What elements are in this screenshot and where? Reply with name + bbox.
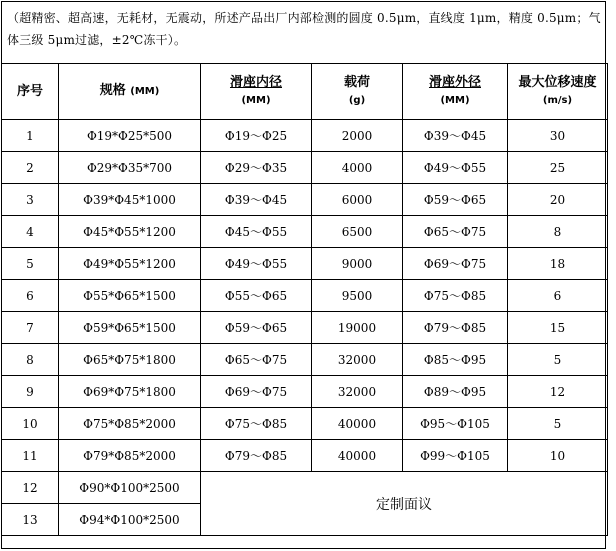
cell-load: 32000 <box>312 376 403 408</box>
cell-speed: 25 <box>508 152 608 184</box>
cell-spec: Φ49*Φ55*1200 <box>59 248 201 280</box>
cell-outer: Φ59～Φ65 <box>403 184 508 216</box>
cell-load: 9500 <box>312 280 403 312</box>
header-seq: 序号 <box>2 64 59 120</box>
cell-seq: 12 <box>2 472 59 504</box>
cell-inner: Φ19～Φ25 <box>201 120 312 152</box>
cell-speed: 8 <box>508 216 608 248</box>
header-outer-diameter: 滑座外径 (MM) <box>403 64 508 120</box>
cell-outer: Φ99～Φ105 <box>403 440 508 472</box>
cell-speed: 5 <box>508 344 608 376</box>
cell-seq: 11 <box>2 440 59 472</box>
cell-speed: 20 <box>508 184 608 216</box>
cell-seq: 6 <box>2 280 59 312</box>
cell-speed: 15 <box>508 312 608 344</box>
cell-inner: Φ79～Φ85 <box>201 440 312 472</box>
cell-inner: Φ55～Φ65 <box>201 280 312 312</box>
table-row <box>2 280 608 312</box>
table-row <box>2 376 608 408</box>
table-row <box>2 152 608 184</box>
table-row <box>2 440 608 472</box>
cell-inner: Φ45～Φ55 <box>201 216 312 248</box>
cell-outer: Φ39～Φ45 <box>403 120 508 152</box>
cell-load: 6000 <box>312 184 403 216</box>
cell-spec: Φ39*Φ45*1000 <box>59 184 201 216</box>
cell-spec: Φ29*Φ35*700 <box>59 152 201 184</box>
cell-load: 2000 <box>312 120 403 152</box>
cell-speed: 6 <box>508 280 608 312</box>
cell-speed: 5 <box>508 408 608 440</box>
cell-seq: 2 <box>2 152 59 184</box>
cell-inner: Φ65～Φ75 <box>201 344 312 376</box>
cell-seq: 1 <box>2 120 59 152</box>
header-load: 载荷 (g) <box>312 64 403 120</box>
cell-outer: Φ79～Φ85 <box>403 312 508 344</box>
cell-inner: Φ75～Φ85 <box>201 408 312 440</box>
table-row <box>2 120 608 152</box>
cell-seq: 13 <box>2 504 59 536</box>
cell-speed: 10 <box>508 440 608 472</box>
cell-seq: 4 <box>2 216 59 248</box>
cell-outer: Φ49～Φ55 <box>403 152 508 184</box>
cell-outer: Φ85～Φ95 <box>403 344 508 376</box>
table-row <box>2 312 608 344</box>
table-row <box>2 408 608 440</box>
cell-load: 40000 <box>312 408 403 440</box>
spec-note: （超精密、超高速，无耗材，无震动，所述产品出厂内部检测的圆度 0.5μm，直线度 1μm，精度 0.5μm；气体三级 5μm过滤，±2℃冻干）。 <box>7 11 601 47</box>
cell-spec: Φ45*Φ55*1200 <box>59 216 201 248</box>
cell-load: 9000 <box>312 248 403 280</box>
table-row <box>2 344 608 376</box>
table-row <box>2 472 608 504</box>
header-spec: 规格 (MM) <box>59 64 201 120</box>
cell-inner: Φ29～Φ35 <box>201 152 312 184</box>
cell-seq: 3 <box>2 184 59 216</box>
cell-speed: 30 <box>508 120 608 152</box>
header-max-speed: 最大位移速度 (m/s) <box>508 64 608 120</box>
custom-quote-cell: 定制面议 <box>201 472 608 536</box>
cell-load: 6500 <box>312 216 403 248</box>
cell-load: 40000 <box>312 440 403 472</box>
cell-speed: 18 <box>508 248 608 280</box>
cell-speed: 12 <box>508 376 608 408</box>
cell-outer: Φ89～Φ95 <box>403 376 508 408</box>
cell-inner: Φ39～Φ45 <box>201 184 312 216</box>
cell-spec: Φ55*Φ65*1500 <box>59 280 201 312</box>
cell-seq: 8 <box>2 344 59 376</box>
cell-outer: Φ69～Φ75 <box>403 248 508 280</box>
cell-outer: Φ75～Φ85 <box>403 280 508 312</box>
cell-seq: 9 <box>2 376 59 408</box>
cell-spec: Φ59*Φ65*1500 <box>59 312 201 344</box>
cell-spec: Φ90*Φ100*2500 <box>59 472 201 504</box>
cell-load: 19000 <box>312 312 403 344</box>
cell-inner: Φ59～Φ65 <box>201 312 312 344</box>
cell-seq: 7 <box>2 312 59 344</box>
header-inner-diameter: 滑座内径 (MM) <box>201 64 312 120</box>
cell-inner: Φ49～Φ55 <box>201 248 312 280</box>
cell-outer: Φ95～Φ105 <box>403 408 508 440</box>
cell-load: 4000 <box>312 152 403 184</box>
table-row <box>2 216 608 248</box>
table-header-row <box>2 64 608 120</box>
cell-spec: Φ65*Φ75*1800 <box>59 344 201 376</box>
cell-spec: Φ94*Φ100*2500 <box>59 504 201 536</box>
cell-seq: 5 <box>2 248 59 280</box>
cell-spec: Φ79*Φ85*2000 <box>59 440 201 472</box>
table-row <box>2 184 608 216</box>
cell-spec: Φ75*Φ85*2000 <box>59 408 201 440</box>
spec-table <box>1 63 608 536</box>
cell-load: 32000 <box>312 344 403 376</box>
cell-spec: Φ19*Φ25*500 <box>59 120 201 152</box>
cell-outer: Φ65～Φ75 <box>403 216 508 248</box>
cell-spec: Φ69*Φ75*1800 <box>59 376 201 408</box>
cell-inner: Φ69～Φ75 <box>201 376 312 408</box>
cell-seq: 10 <box>2 408 59 440</box>
table-row <box>2 248 608 280</box>
